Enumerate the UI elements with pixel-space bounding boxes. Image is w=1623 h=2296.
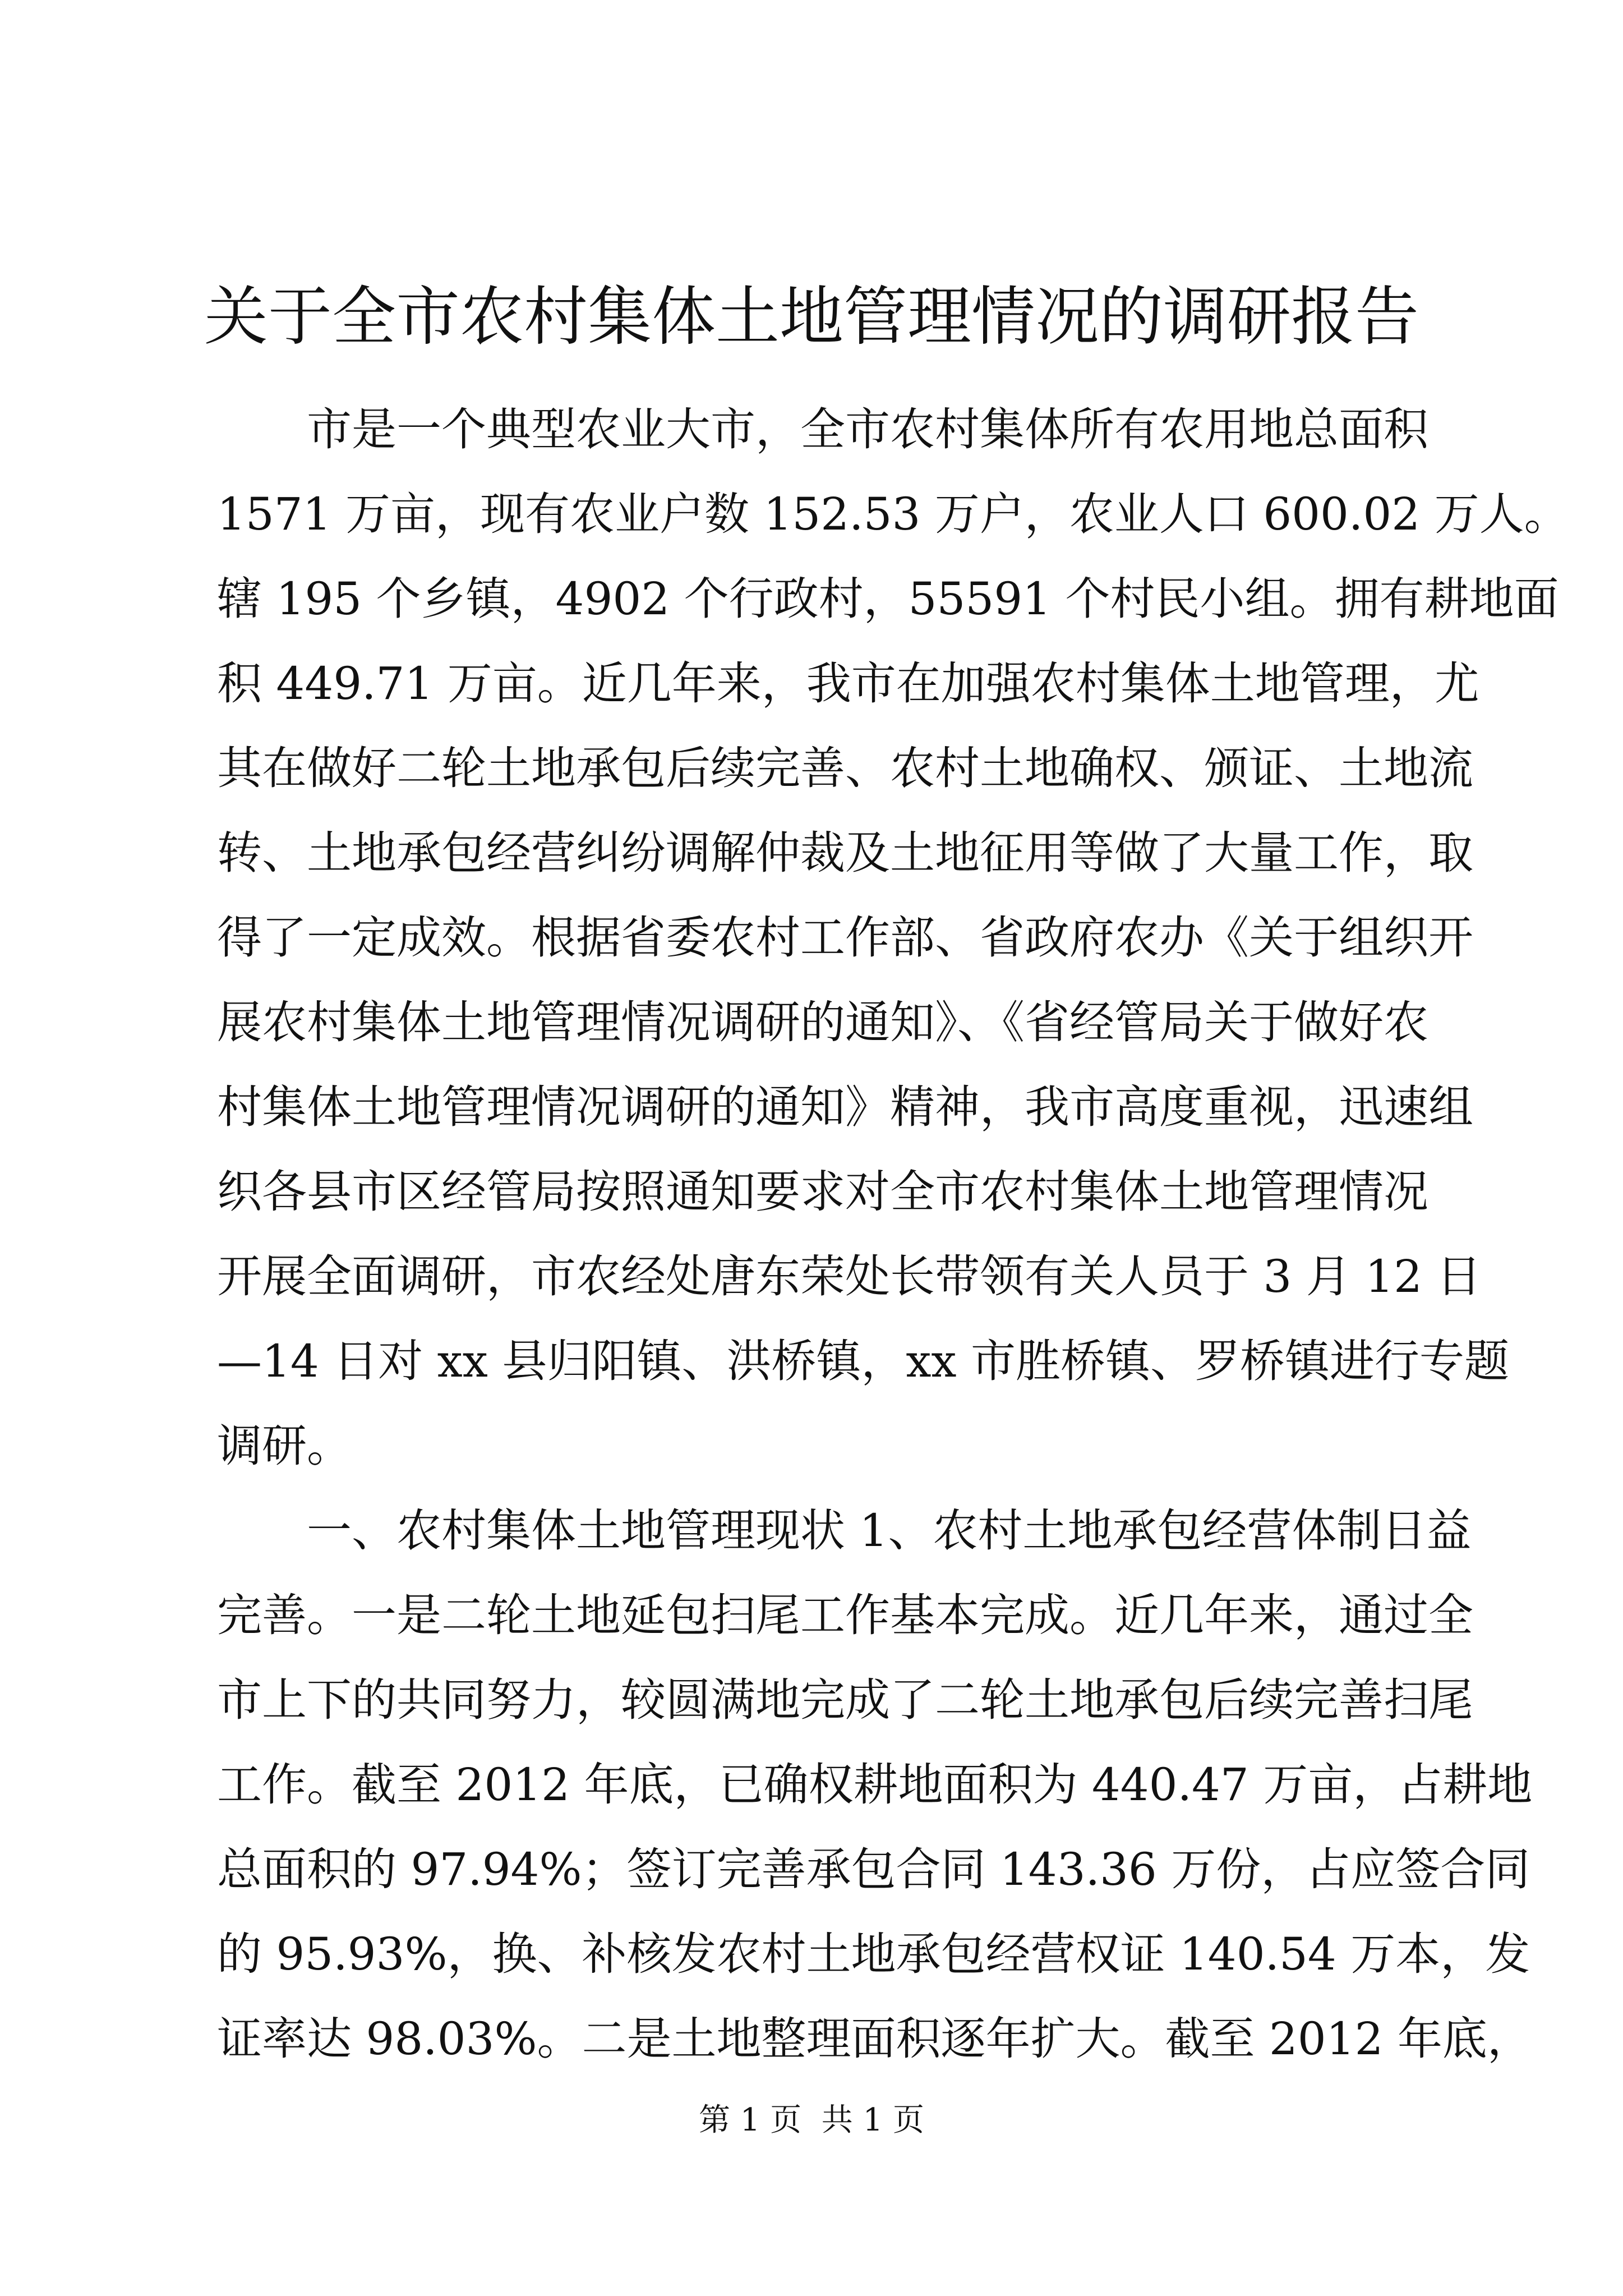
paragraph-1-line-2: 1571 万亩，现有农业户数 152.53 万户，农业人口 600.02 万人。 xyxy=(217,488,1569,540)
paragraph-1-line-4: 积 449.71 万亩。近几年来，我市在加强农村集体土地管理，尤 xyxy=(217,657,1479,710)
document-body xyxy=(217,387,1569,2081)
document-title: 关于全市农村集体土地管理情况的调研报告 xyxy=(204,279,1419,354)
paragraph-1-line-9: 村集体土地管理情况调研的通知》精神，我市高度重视，迅速组 xyxy=(217,1081,1473,1133)
paragraph-2-line-2: 完善。一是二轮土地延包扫尾工作基本完成。近几年来，通过全 xyxy=(217,1589,1473,1641)
paragraph-1-line-12: —14 日对 xx 县归阳镇、洪桥镇，xx 市胜桥镇、罗桥镇进行专题 xyxy=(217,1335,1509,1387)
paragraph-2-line-4: 工作。截至 2012 年底，已确权耕地面积为 440.47 万亩，占耕地 xyxy=(217,1759,1533,1811)
paragraph-2-line-5: 总面积的 97.94%；签订完善承包合同 143.36 万份，占应签合同 xyxy=(217,1843,1530,1895)
paragraph-1-line-5: 其在做好二轮土地承包后续完善、农村土地确权、颁证、土地流 xyxy=(217,742,1473,794)
paragraph-1-line-6: 转、土地承包经营纠纷调解仲裁及土地征用等做了大量工作，取 xyxy=(217,827,1473,879)
paragraph-1-line-1: 市是一个典型农业大市，全市农村集体所有农用地总面积 xyxy=(307,403,1428,455)
paragraph-2-line-7: 证率达 98.03%。二是土地整理面积逐年扩大。截至 2012 年底， xyxy=(217,2013,1532,2065)
paragraph-1-line-10: 织各县市区经管局按照通知要求对全市农村集体土地管理情况 xyxy=(217,1166,1428,1218)
page-footer: 第 1 页 共 1 页 xyxy=(698,2102,925,2138)
paragraph-1-line-8: 展农村集体土地管理情况调研的通知》、《省经管局关于做好农 xyxy=(217,996,1428,1048)
paragraph-2-line-1: 一、农村集体土地管理现状 1、农村土地承包经营体制日益 xyxy=(307,1504,1472,1557)
paragraph-2-line-6: 的 95.93%，换、补核发农村土地承包经营权证 140.54 万本，发 xyxy=(217,1928,1530,1980)
paragraph-1-line-11: 开展全面调研，市农经处唐东荣处长带领有关人员于 3 月 12 日 xyxy=(217,1250,1482,1303)
paragraph-2-line-3: 市上下的共同努力，较圆满地完成了二轮土地承包后续完善扫尾 xyxy=(217,1674,1473,1726)
paragraph-1-line-3: 辖 195 个乡镇，4902 个行政村，55591 个村民小组。拥有耕地面 xyxy=(217,573,1559,625)
paragraph-1-line-7: 得了一定成效。根据省委农村工作部、省政府农办《关于组织开 xyxy=(217,912,1473,964)
paragraph-1-line-13: 调研。 xyxy=(217,1420,352,1472)
